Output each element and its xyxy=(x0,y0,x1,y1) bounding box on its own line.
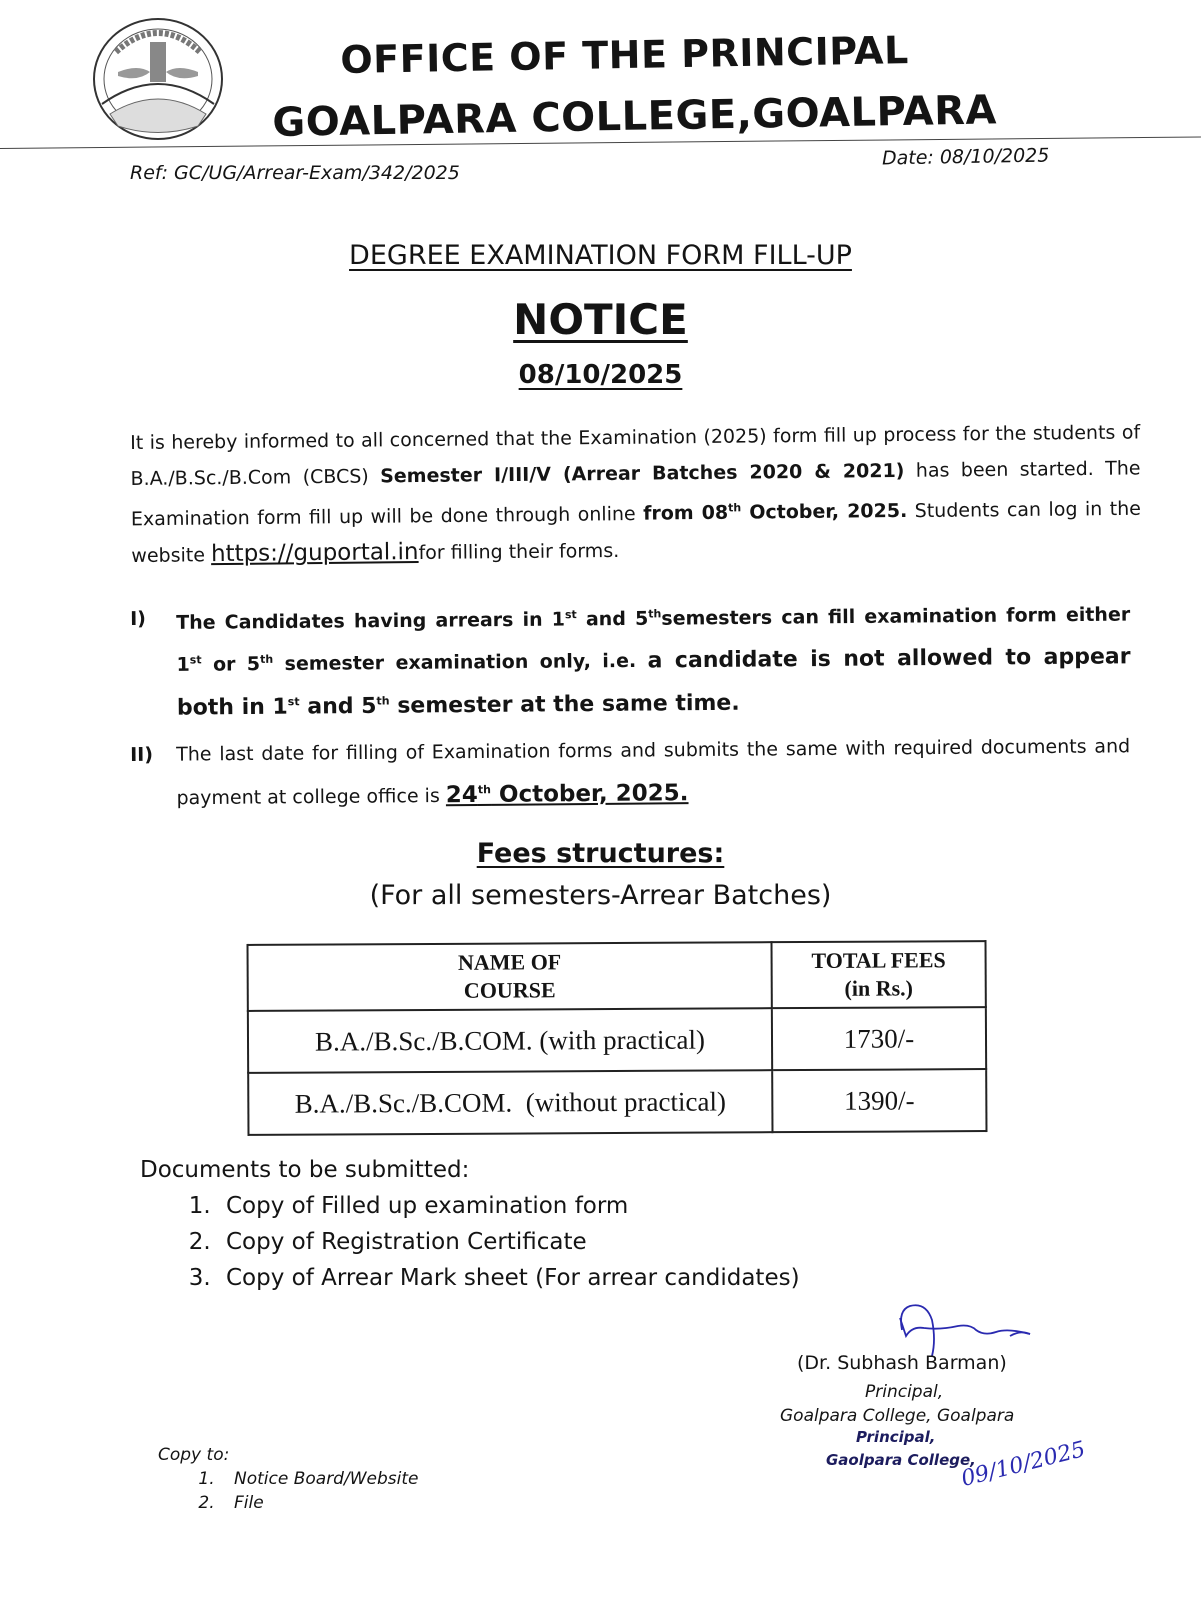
documents-heading: Documents to be submitted: xyxy=(140,1157,470,1183)
signatory-role: Principal, xyxy=(865,1382,944,1402)
column-header-text: NAME OF COURSE xyxy=(457,949,562,1003)
fee-cell: 1730/- xyxy=(772,1007,986,1070)
ordinal-suffix: th xyxy=(259,653,274,667)
copy-to-section xyxy=(158,1443,418,1515)
point-text: semester examination only, i.e. xyxy=(273,650,648,676)
column-header-fees xyxy=(771,941,985,1008)
ordinal-suffix: th xyxy=(727,501,742,515)
semester-batches: Semester I/III/V (Arrear Batches 2020 & 2021) xyxy=(380,459,905,488)
documents-section xyxy=(140,1152,800,1296)
ordinal-suffix: th xyxy=(648,607,662,621)
portal-link[interactable]: https://guportal.in xyxy=(210,539,419,568)
fees-heading xyxy=(0,838,1201,869)
notice-date xyxy=(0,360,1201,390)
header-date: Date: 08/10/2025 xyxy=(881,144,1050,170)
intro-paragraph xyxy=(130,414,1142,574)
point-text: The Candidates having arrears in 1 xyxy=(176,608,566,634)
point-text: semesters can fill examination form either 1 xyxy=(176,603,1131,677)
intro-text: Students can log in the website xyxy=(131,497,1142,568)
ordinal-suffix: st xyxy=(287,695,300,709)
table-row xyxy=(248,1007,986,1073)
deadline-month-year: October, 2025. xyxy=(490,779,689,808)
list-item: 2. Copy of Registration Certificate xyxy=(218,1224,800,1260)
ordinal-suffix: th xyxy=(376,694,390,708)
office-stamp-line1: Principal, xyxy=(856,1428,936,1446)
signatory-name: (Dr. Subhash Barman) xyxy=(797,1352,1007,1374)
start-date-end: October, 2025. xyxy=(741,500,908,524)
start-date: from 08 xyxy=(643,502,729,525)
point-two xyxy=(130,727,1131,817)
notice-date-text: 08/10/2025 xyxy=(518,360,683,390)
point-number: I) xyxy=(130,607,147,630)
reference-number: Ref: GC/UG/Arrear-Exam/342/2025 xyxy=(130,162,460,184)
subject-heading xyxy=(0,240,1201,271)
office-title: OFFICE OF THE PRINCIPAL xyxy=(340,28,910,82)
point-number: II) xyxy=(130,743,154,766)
ordinal-suffix: st xyxy=(189,653,202,667)
fee-cell: 1390/- xyxy=(772,1069,986,1132)
college-seal-icon xyxy=(88,14,228,144)
college-name: GOALPARA COLLEGE,GOALPARA xyxy=(272,87,998,146)
ordinal-suffix: th xyxy=(477,782,491,796)
intro-text: has been started. The Examination form fill up will be done through online xyxy=(130,457,1141,531)
documents-list xyxy=(140,1188,800,1296)
copy-to-list xyxy=(158,1467,418,1515)
fees-table xyxy=(247,940,988,1136)
fees-subheading: (For all semesters-Arrear Batches) xyxy=(369,880,832,911)
intro-text: for filling their forms. xyxy=(418,540,620,565)
subject-text: DEGREE EXAMINATION FORM FILL-UP xyxy=(349,240,852,271)
table-header-row xyxy=(248,941,986,1011)
column-header-course xyxy=(248,942,772,1011)
signatory-college: Goalpara College, Goalpara xyxy=(780,1406,1015,1426)
point-emphasis: and 5 xyxy=(299,693,377,720)
intro-text: It is hereby informed to all concerned that the Examination (2025) form fill up process for the students of B.A./B.Sc./B.Com (CBCS) xyxy=(130,421,1141,490)
point-text: The last date for filling of Examination forms and submits the same with required documents and payment at college office is xyxy=(176,735,1131,810)
copy-to-heading: Copy to: xyxy=(158,1445,230,1465)
ordinal-suffix: st xyxy=(564,608,577,622)
course-cell: B.A./B.Sc./B.COM. (without practical) xyxy=(248,1070,772,1135)
point-text: or 5 xyxy=(201,653,261,677)
office-stamp-line2: Gaolpara College, xyxy=(826,1451,976,1469)
notice-text: NOTICE xyxy=(513,295,688,344)
fees-heading-text: Fees structures: xyxy=(476,838,725,869)
point-one xyxy=(130,591,1131,728)
column-header-text: TOTAL FEES (in Rs.) xyxy=(811,947,946,1001)
list-item: 2. File xyxy=(220,1491,418,1515)
point-emphasis: semester at the same time. xyxy=(389,690,740,719)
point-text: and 5 xyxy=(576,607,649,631)
deadline-day: 24 xyxy=(445,781,478,808)
handwritten-date: 09/10/2025 xyxy=(958,1437,1088,1492)
deadline-date xyxy=(446,780,689,808)
course-cell: B.A./B.Sc./B.COM. (with practical) xyxy=(248,1008,772,1073)
list-item: 1. Copy of Filled up examination form xyxy=(218,1188,800,1224)
point-emphasis: a candidate is not allowed to appear both in 1 xyxy=(176,643,1131,721)
table-row xyxy=(248,1069,986,1135)
list-item: 3. Copy of Arrear Mark sheet (For arrear candidates) xyxy=(218,1260,800,1296)
list-item: 1. Notice Board/Website xyxy=(220,1467,418,1491)
notice-heading xyxy=(0,295,1201,344)
handwritten-signature-icon xyxy=(880,1300,1040,1360)
